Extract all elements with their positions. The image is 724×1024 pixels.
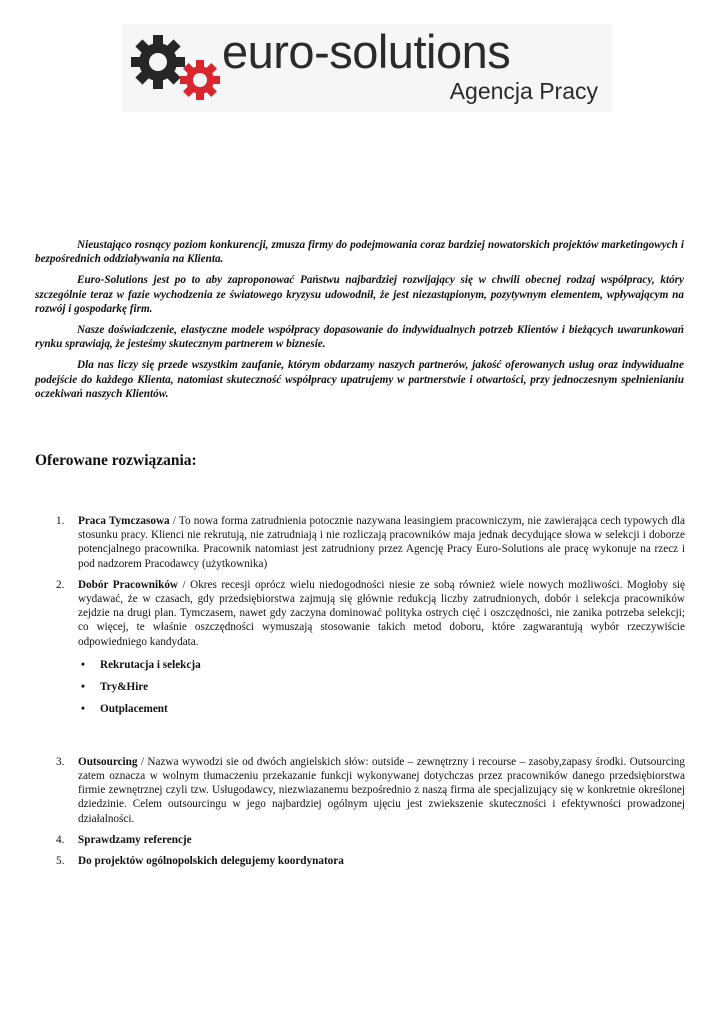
intro-section — [35, 238, 684, 408]
item-number: 5. — [56, 855, 65, 868]
item-title: Do projektów ogólnopolskich delegujemy koordynatora — [78, 855, 344, 868]
item-title: Outsourcing — [78, 755, 138, 768]
bullet-item — [78, 702, 685, 724]
bullet-dot: • — [81, 702, 85, 715]
section-heading: Oferowane rozwiązania: — [35, 452, 197, 469]
bullet-dot: • — [81, 658, 85, 671]
bullet-label: Rekrutacja i selekcja — [100, 658, 201, 671]
list-item — [56, 755, 685, 826]
intro-paragraph: Dla nas liczy się przede wszystkim zaufanie, którym obdarzamy naszych partnerów, jakość oferowanych usług oraz indywidualne podejście do każdego Klienta, natomiast skuteczność współpracy upatrujemy w partnerstwie i otwartości, przy jednoczesnym spełnienianiu oczekiwań naszych Klientów. — [35, 359, 684, 400]
item-text: / Okres recesji oprócz wielu niedogodności niesie ze sobą również wiele nowych możliwości. Mogłoby się wydawać, że w czasach, gdy przedsiębiorstwa zajmują się głównie redukcją liczby zatrudnionych, dobór i selekcja pracowników zejdzie na drugi plan. Tymczasem, nawet gdy zaczyna dominować polityka ostrych cięć i oszczędności, nie zanika potrzeba selekcji; co więcej, te właśnie oszczędności wymuszają stosowanie takich metod doboru, które zagwarantują wybór rzeczywiście odpowiedniego kandydata. — [78, 578, 685, 648]
bullet-item — [78, 658, 685, 680]
intro-paragraph: Euro-Solutions jest po to aby zaproponować Państwu najbardziej rozwijający się w chwili obecnej rodzaj współpracy, który szczególnie teraz w fazie wychodzenia ze światowego kryzysu udowodnił, że jest niezastąpionym, pozytywnym elementem, wpływającym na rozwój i gospodarkę firm. — [35, 274, 684, 315]
offer-list — [56, 514, 685, 875]
bullet-dot: • — [81, 680, 85, 693]
bullet-label: Outplacement — [100, 702, 168, 715]
brand-name: euro-solutions — [222, 25, 511, 78]
item-title: Dobór Pracowników — [78, 578, 179, 591]
item-number: 4. — [56, 833, 65, 846]
item-title: Praca Tymczasowa — [78, 515, 170, 527]
item-text: / Nazwa wywodzi sie od dwóch angielskich słów: outside – zewnętrzny i recourse – zasoby,zapasy środki. Outsourcing zatem oznacza w wolnym tłumaczeniu przekazanie funkcji wykonywanej dotychczas przez pracowników danego przedsiębiorstwa firmie zewnętrznej czyli tzw. Usługodawcy, niezwiazanemu bezpośrednio z naszą firma ale specjalizujący się w konkretnie określonej dziedzinie. Celem outsourcingu w jego najbardziej ogólnym ujęciu jest zwiekszenie skuteczności i efektywności prowadzonej działalności. — [78, 755, 685, 825]
list-item — [56, 833, 685, 847]
item-number: 3. — [56, 755, 65, 768]
list-item — [56, 854, 685, 868]
company-logo — [122, 24, 612, 112]
item-number: 1. — [56, 515, 65, 527]
item-number: 2. — [56, 578, 65, 591]
intro-paragraph: Nasze doświadczenie, elastyczne modele współpracy dopasowanie do indywidualnych potrzeb Klientów i bieżących uwarunkowań rynku sprawiają, że jesteśmy skutecznym partnerem w biznesie. — [35, 324, 684, 351]
bullet-item — [78, 680, 685, 702]
item-title: Sprawdzamy referencje — [78, 833, 192, 846]
list-item — [56, 578, 685, 748]
sub-list — [78, 658, 685, 724]
red-gear-icon — [178, 58, 222, 102]
bullet-label: Try&Hire — [100, 680, 149, 693]
list-item — [56, 514, 685, 571]
intro-paragraph: Nieustająco rosnący poziom konkurencji, zmusza firmy do podejmowania coraz bardziej nowatorskich projektów marketingowych i bezpośrednich oddziaływania na Klienta. — [35, 239, 684, 266]
brand-tagline: Agencja Pracy — [449, 78, 598, 104]
item-text: / To nowa forma zatrudnienia potocznie nazywana leasingiem pracowniczym, nie zawierająca cech typowych dla stosunku pracy. Klienci nie rekrutują, nie zatrudniają i nie rozliczają pracowników maja jednak decydujące słowa w selekcji i doborze potencjalnego pracownika. Pracownik natomiast jest zatrudniony przez Agencję Pracy Euro-Solutions ale pracę wykonuje na rzecz i pod nadzorem Pracodawcy (użytkownika) — [78, 515, 685, 570]
